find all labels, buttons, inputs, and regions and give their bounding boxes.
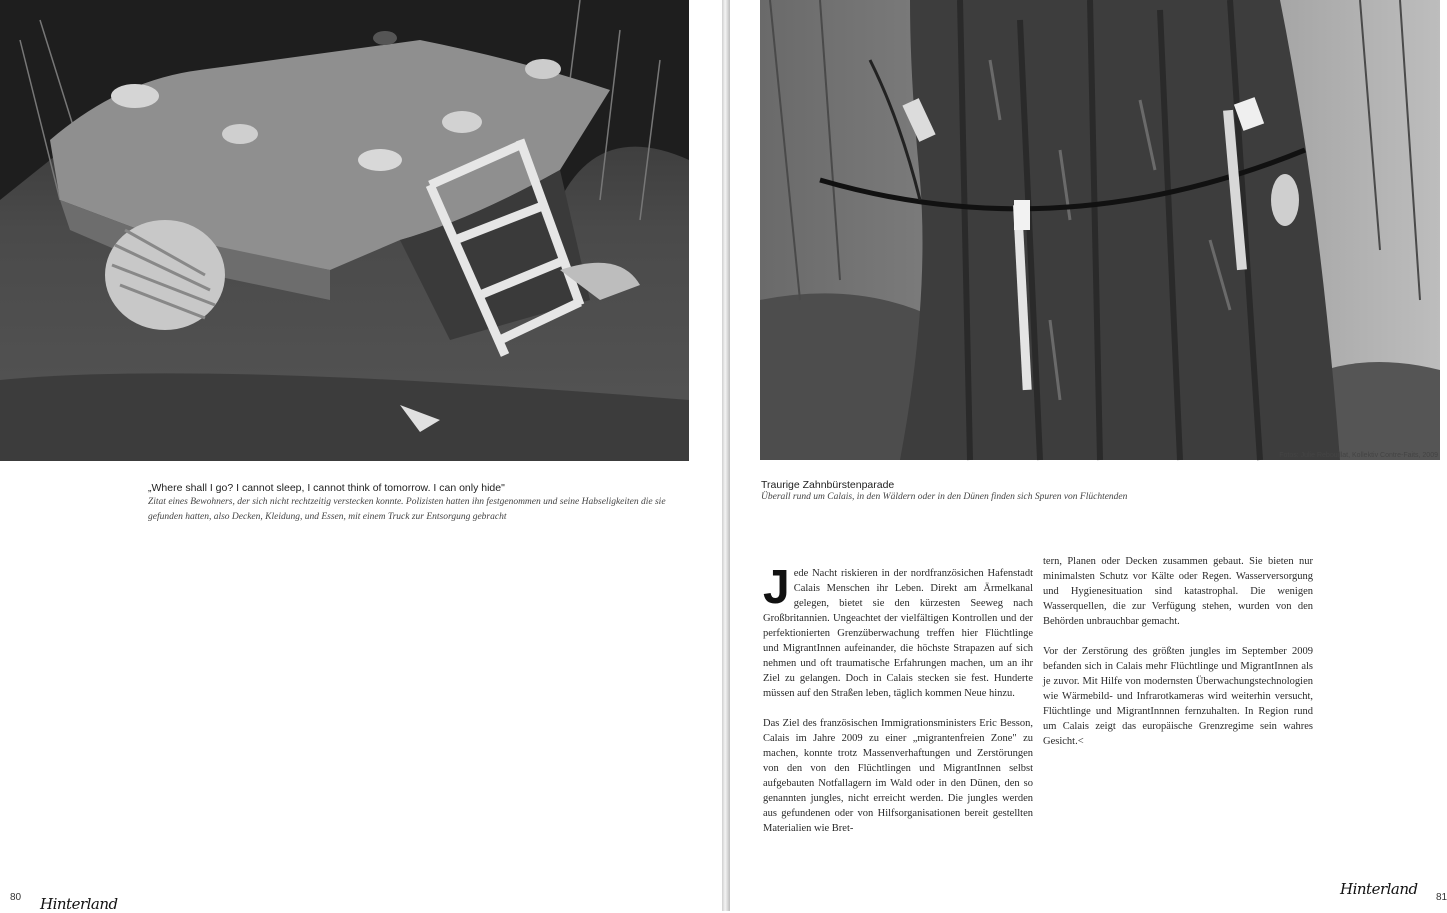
paragraph-1-text: ede Nacht riskieren in der nordfranzösichen Hafenstadt Calais Menschen ihr Leben. Direkt am Ärmelkanal gelegen, bietet sie den kürzesten Seeweg nach Großbritannien. Ungeachtet der vielfältigen Kontrollen und der perfektionierten Grenzüberwachung treffen hier Flüchtlinge und MigrantInnen aufeinander, die höchste Strapazen auf sich nehmen und oft traumatische Erfahrungen machen, um an ihr Ziel zu gelangen. Doch in Calais stecken sie fest. Hunderte müssen auf den Straßen leben, täglich kommen Neue hinzu.	[763, 568, 1033, 699]
paragraph-4: Vor der Zerstörung des größten jungles im September 2009 befanden sich in Calais mehr Flüchtlinge und MigrantInnen als je zuvor. Mit Hilfe von modernsten Überwachungstechnologien wie Wärmebild- und Infrarotkameras wird weiterhin versucht, Flüchtlinge und MigrantInnnen fernzuhalten. In Region rund um Calais zeigt das europäische Grenzregime sein wahres Gesicht.<	[1043, 646, 1313, 747]
spine-gutter	[722, 0, 730, 911]
paragraph-2: Das Ziel des französischen Immigrationsministers Eric Besson, Calais im Jahre 2009 zu einer „migrantenfreien Zone" zu machen, konnte trotz Massenverhaftungen und Zerstörungen von den von den Flüchtlingen und MigrantInnen selbst aufgebauten Notfallagern im Wald oder in den Dünen, den so genannten jungles, nicht erreicht werden. Die jungles werden aus gefundenen oder von Hilfsorganisationen bereit gestellten Materialien wie Bret-	[763, 718, 1033, 834]
article-column-1	[763, 561, 1033, 851]
toothbrush-tree-photo	[760, 0, 1440, 460]
page-number-right: 81	[1436, 892, 1447, 903]
brand-logo-right: Hinterland	[1340, 880, 1418, 898]
right-page	[730, 0, 1447, 911]
photo-credit: Fotos: Julie Rebouillat, Kollektiv Contre-Faits, 2009	[1279, 452, 1438, 459]
right-caption-title: Traurige Zahnbürstenparade	[761, 479, 895, 491]
article-column-2	[1043, 554, 1313, 764]
left-page	[0, 0, 722, 911]
brand-logo-left: Hinterland	[40, 895, 118, 913]
drop-cap: J	[763, 561, 790, 614]
left-caption-title: „Where shall I go? I cannot sleep, I cannot think of tomorrow. I can only hide"	[148, 482, 505, 494]
left-caption-text: Zitat eines Bewohners, der sich nicht rechtzeitig verstecken konnte. Polizisten hatten ihn festgenommen und seine Habseligkeiten die sie gefunden hatten, also Decken, Kleidung, und Essen, mit einem Truck zur Entsorgung gebracht	[148, 497, 666, 522]
paragraph-1	[763, 561, 1033, 701]
right-caption-text: Überall rund um Calais, in den Wäldern oder in den Dünen finden sich Spuren von Flüchtenden	[761, 492, 1128, 502]
shelter-photo	[0, 0, 689, 461]
page-number-left: 80	[10, 892, 22, 903]
paragraph-3: tern, Planen oder Decken zusammen gebaut. Sie bieten nur minimalsten Schutz vor Kälte oder Regen. Wasserversorgung und Hygienesituation sind katastrophal. Die wenigen Wasserquellen, die zur Verfügung stehen, wurden von den Behörden unbrauchbar gemacht.	[1043, 556, 1313, 627]
